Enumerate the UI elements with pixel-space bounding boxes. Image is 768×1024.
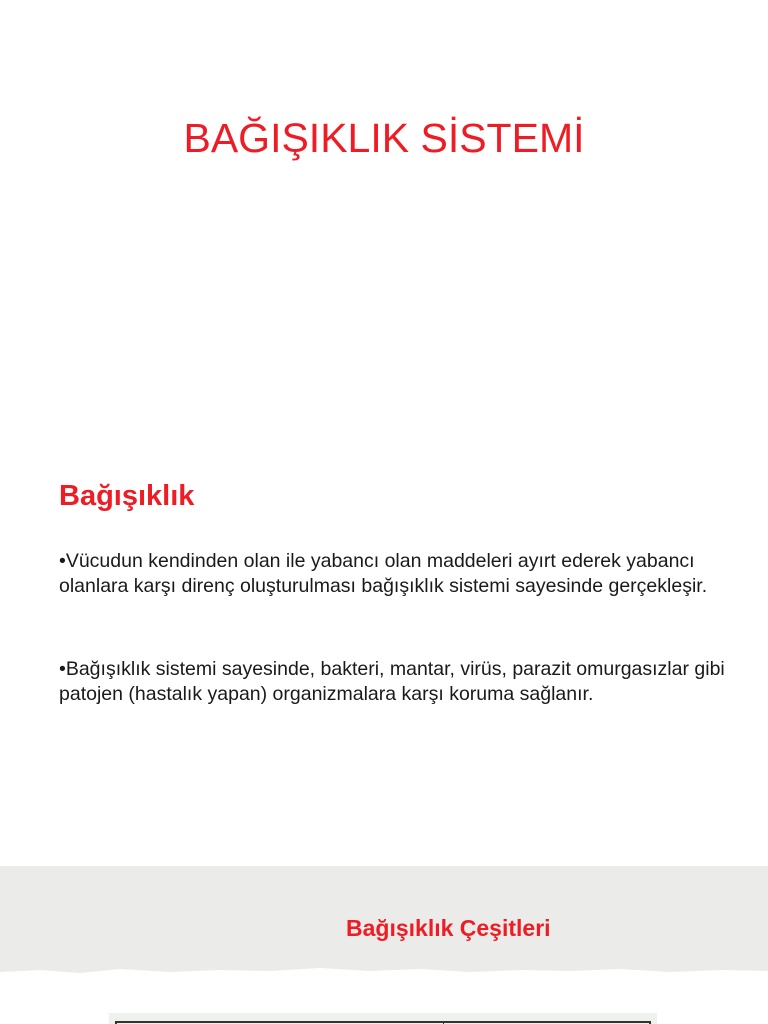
table-preview [109,1013,657,1024]
page-title: BAĞIŞIKLIK SİSTEMİ [183,115,585,161]
paragraph-1: •Vücudun kendinden olan ile yabancı olan maddeleri ayırt ederek yabancı olanlara karşı direnç oluşturulması bağışıklık sistemi sayesinde gerçekleşir. [59,550,708,597]
section-heading: Bağışıklık [59,480,195,512]
paragraph-2: •Bağışıklık sistemi sayesinde, bakteri, mantar, virüs, parazit omurgasızlar gibi patojen (hastalık yapan) organizmalara karşı koruma sağlanır. [59,658,725,705]
band-heading: Bağışıklık Çeşitleri [346,915,551,941]
